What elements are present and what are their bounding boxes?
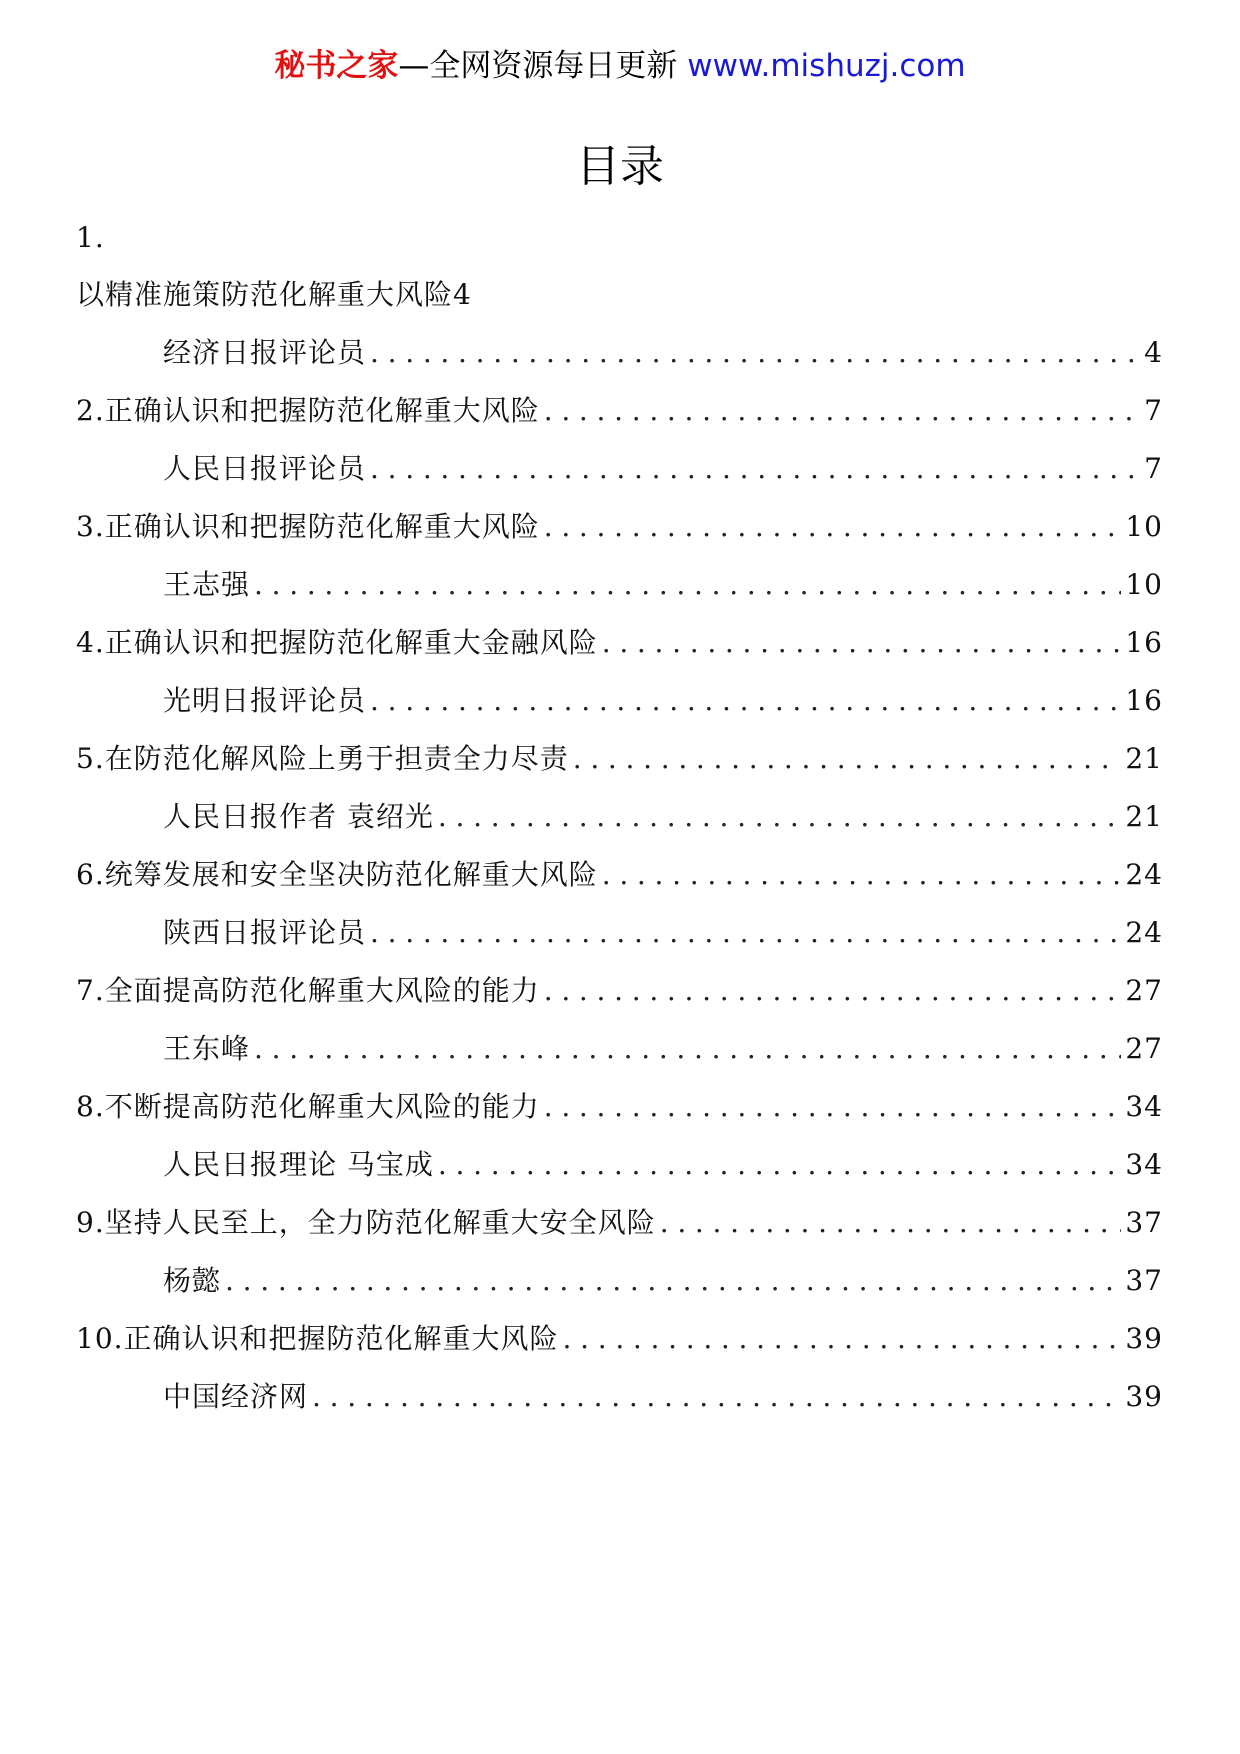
toc-entry-title: 以精准施策防范化解重大风险4	[76, 278, 472, 311]
toc-page-number: 37	[1125, 1206, 1163, 1239]
site-url-link[interactable]: www.mishuzj.com	[687, 48, 966, 84]
dot-leader	[370, 913, 1121, 953]
toc-entry-number: 1.	[76, 221, 105, 254]
toc-entry[interactable]	[76, 739, 1163, 779]
toc-entry-title: 人民日报作者 袁绍光	[163, 800, 434, 833]
toc-page-number: 27	[1125, 1032, 1163, 1065]
toc-first-title	[76, 275, 1163, 315]
toc-entry[interactable]	[76, 855, 1163, 895]
dot-leader	[544, 507, 1122, 547]
toc-page-number: 10	[1125, 510, 1163, 543]
toc-entry-title: 4.正确认识和把握防范化解重大金融风险	[76, 626, 598, 659]
toc-page-number: 39	[1125, 1380, 1163, 1413]
dot-leader	[602, 855, 1122, 895]
toc-page-number: 34	[1125, 1090, 1163, 1123]
toc-entry[interactable]	[76, 1203, 1163, 1243]
toc-entry[interactable]	[163, 333, 1163, 373]
toc-entry[interactable]	[76, 1319, 1163, 1359]
toc-page-number: 37	[1125, 1264, 1163, 1297]
toc-page-number: 16	[1125, 684, 1163, 717]
dot-leader	[254, 565, 1121, 605]
toc-entry-title: 人民日报理论 马宝成	[163, 1148, 434, 1181]
toc-entry-title: 2.正确认识和把握防范化解重大风险	[76, 394, 540, 427]
toc-entry-title: 9.坚持人民至上，全力防范化解重大安全风险	[76, 1206, 656, 1239]
toc-entry-title: 王东峰	[163, 1032, 251, 1065]
toc-entry[interactable]	[163, 449, 1163, 489]
dot-leader	[438, 1145, 1121, 1185]
dot-leader	[370, 333, 1140, 373]
dot-leader	[573, 739, 1122, 779]
toc-page-number: 10	[1125, 568, 1163, 601]
toc-first-number	[76, 218, 1163, 258]
toc-entry-title: 6.统筹发展和安全坚决防范化解重大风险	[76, 858, 598, 891]
brand-name: 秘书之家	[274, 48, 399, 84]
toc-entry[interactable]	[76, 971, 1163, 1011]
toc-entry[interactable]	[163, 1145, 1163, 1185]
toc-entry-title: 经济日报评论员	[163, 336, 367, 369]
toc-entry[interactable]	[163, 913, 1163, 953]
toc-entry[interactable]	[76, 623, 1163, 663]
toc-entry[interactable]	[163, 1377, 1163, 1417]
dot-leader	[438, 797, 1121, 837]
toc-page-number: 21	[1125, 742, 1163, 775]
toc-page-number: 7	[1144, 452, 1163, 485]
toc-page-number: 16	[1125, 626, 1163, 659]
dot-leader	[602, 623, 1122, 663]
toc-entry[interactable]	[163, 1029, 1163, 1069]
dot-leader	[544, 1087, 1122, 1127]
dot-leader	[370, 449, 1140, 489]
toc-entry[interactable]	[163, 797, 1163, 837]
toc-entry-title: 8.不断提高防范化解重大风险的能力	[76, 1090, 540, 1123]
toc-entry[interactable]	[163, 1261, 1163, 1301]
toc-entry[interactable]	[76, 507, 1163, 547]
dot-leader	[254, 1029, 1121, 1069]
toc-entry-title: 陕西日报评论员	[163, 916, 367, 949]
toc-page-number: 27	[1125, 974, 1163, 1007]
toc-entry-title: 10.正确认识和把握防范化解重大风险	[76, 1322, 559, 1355]
toc-entry-title: 3.正确认识和把握防范化解重大风险	[76, 510, 540, 543]
toc-page-number: 34	[1125, 1148, 1163, 1181]
toc-entry-title: 光明日报评论员	[163, 684, 367, 717]
toc-entry-title: 杨懿	[163, 1264, 222, 1297]
toc-page-number: 7	[1144, 394, 1163, 427]
toc-page-number: 21	[1125, 800, 1163, 833]
toc-entry[interactable]	[76, 1087, 1163, 1127]
toc-page-number: 4	[1144, 336, 1163, 369]
dot-leader	[660, 1203, 1122, 1243]
toc-entry-title: 王志强	[163, 568, 251, 601]
dot-leader	[225, 1261, 1121, 1301]
toc-entry[interactable]	[163, 681, 1163, 721]
toc-entry[interactable]	[163, 565, 1163, 605]
toc-entry-title: 5.在防范化解风险上勇于担责全力尽责	[76, 742, 569, 775]
toc-page-number: 24	[1125, 858, 1163, 891]
toc-entry-title: 中国经济网	[163, 1380, 309, 1413]
toc-entry-title: 人民日报评论员	[163, 452, 367, 485]
banner-slogan: —全网资源每日更新	[398, 48, 678, 84]
dot-leader	[544, 391, 1140, 431]
toc-entry[interactable]	[76, 391, 1163, 431]
toc-entry-title: 7.全面提高防范化解重大风险的能力	[76, 974, 540, 1007]
dot-leader	[544, 971, 1122, 1011]
dot-leader	[370, 681, 1121, 721]
toc-page-number: 24	[1125, 916, 1163, 949]
toc-page-number: 39	[1125, 1322, 1163, 1355]
toc-title: 目录	[576, 141, 664, 192]
dot-leader	[312, 1377, 1121, 1417]
dot-leader	[563, 1319, 1122, 1359]
